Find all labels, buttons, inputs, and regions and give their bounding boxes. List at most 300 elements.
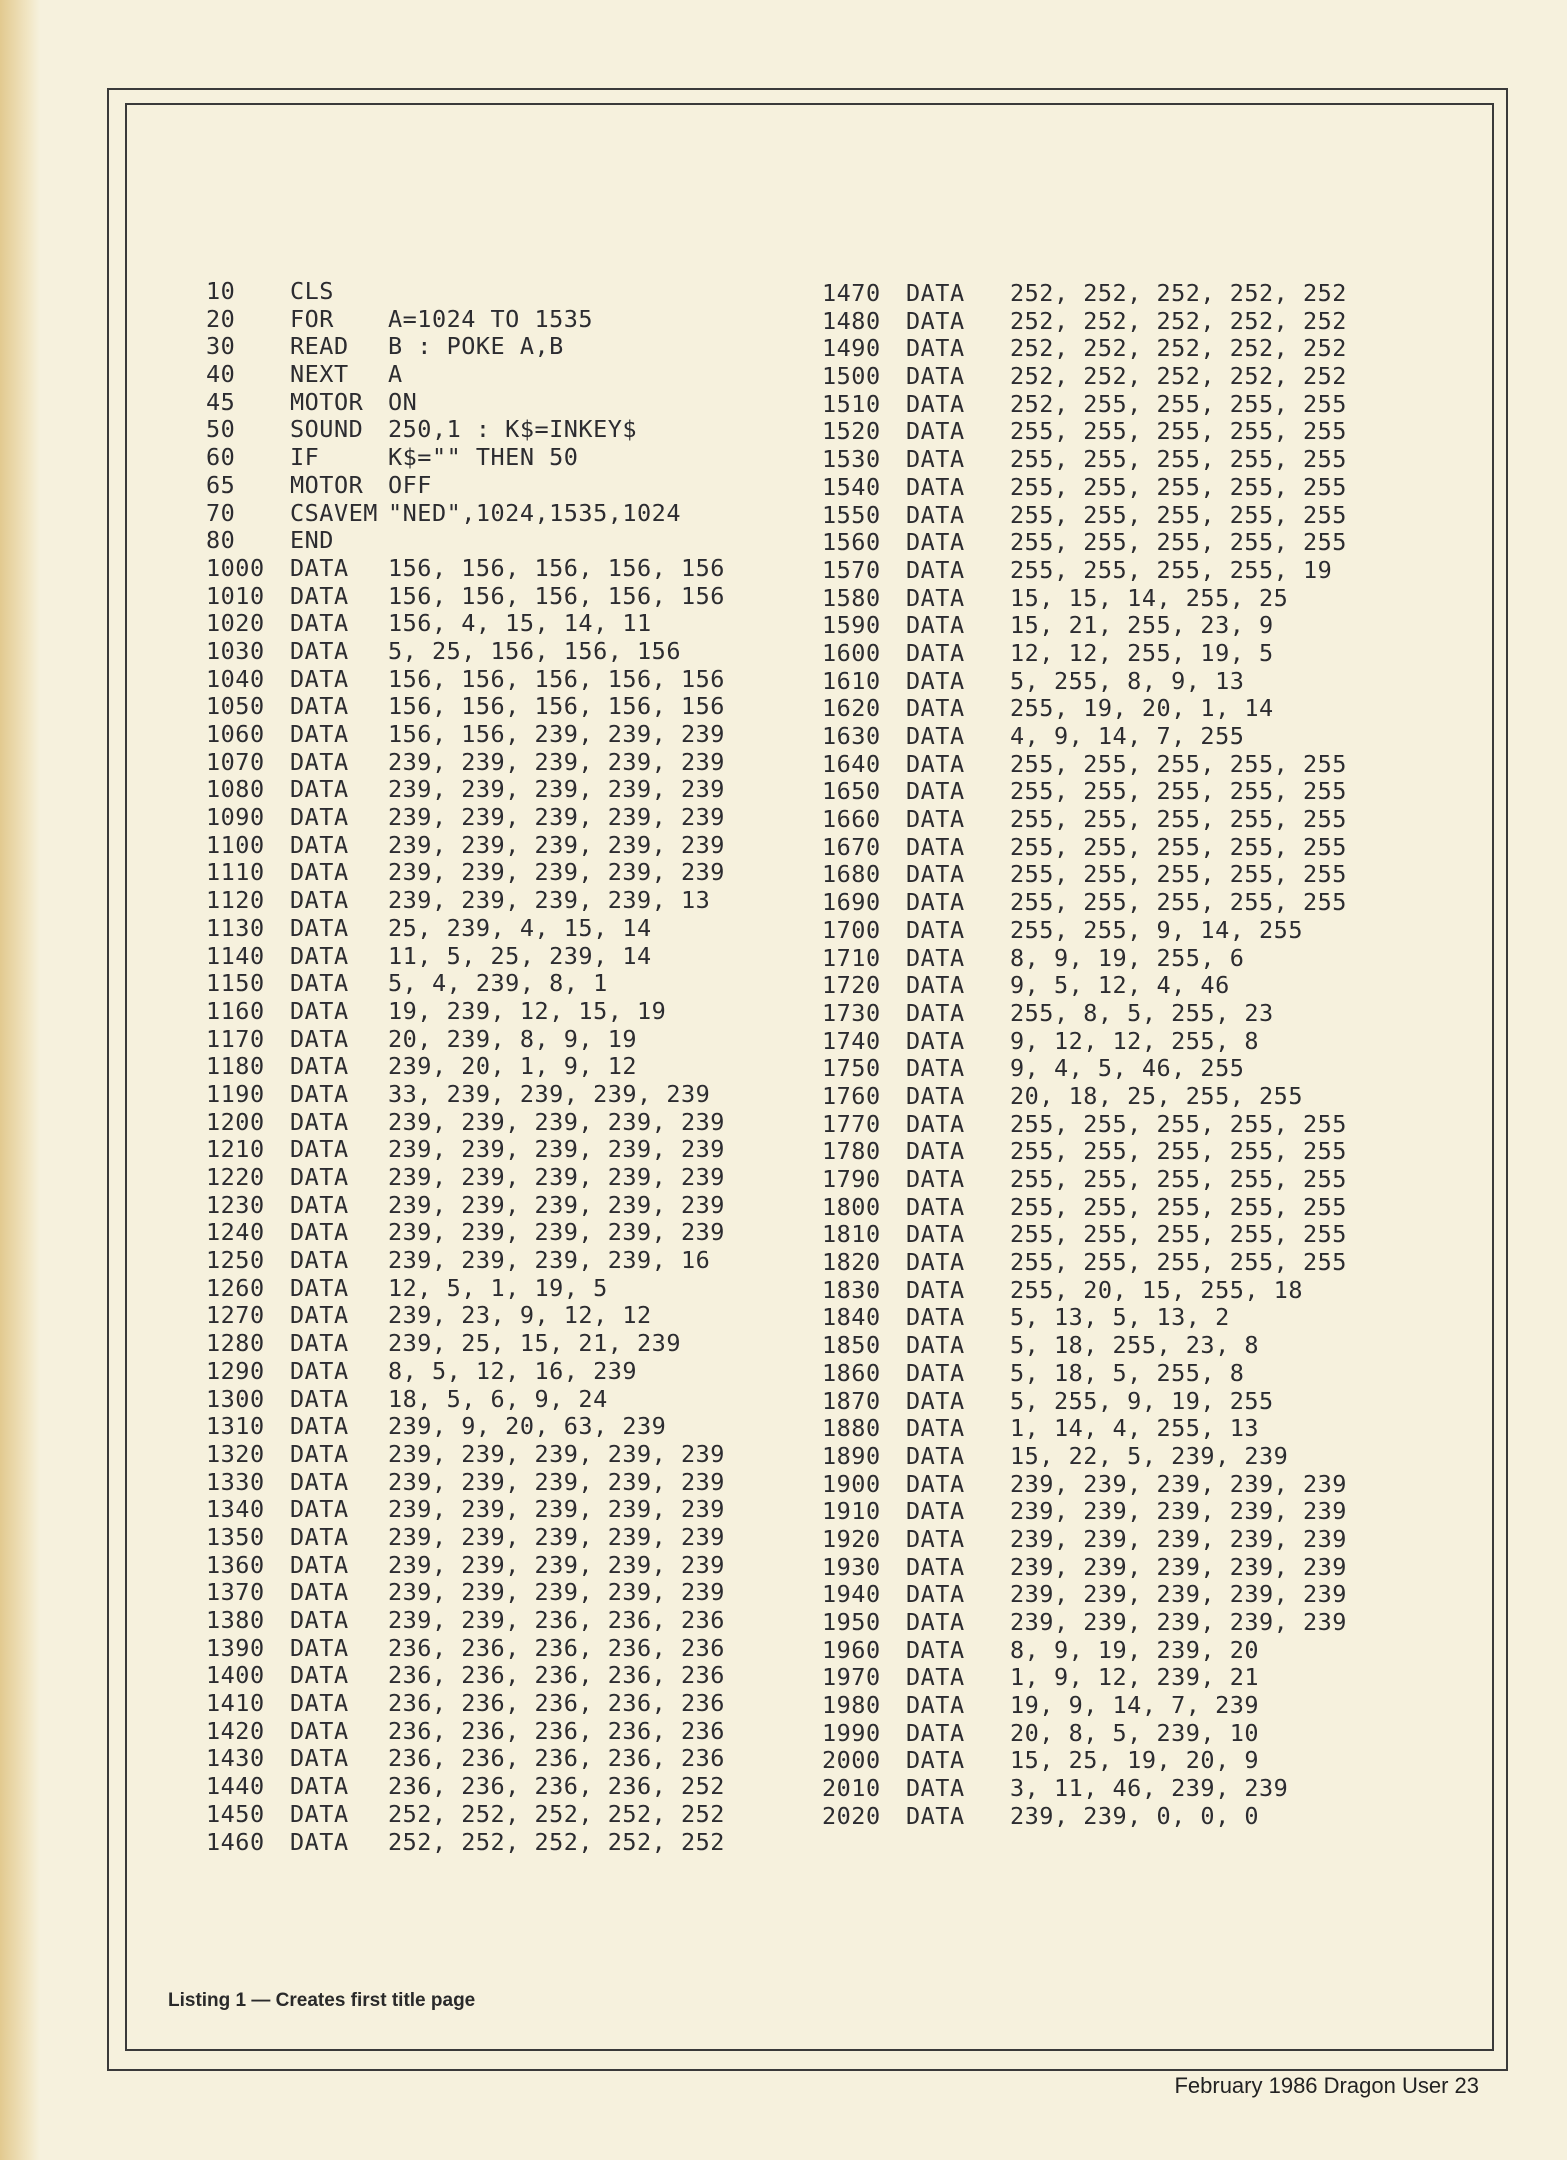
line-arguments: 239, 239, 239, 239, 239 (1010, 1469, 1347, 1498)
line-keyword: DATA (290, 858, 349, 887)
code-line (822, 502, 1347, 530)
line-arguments: 1, 14, 4, 255, 13 (1010, 1414, 1260, 1443)
code-line (822, 1249, 1347, 1277)
line-keyword: DATA (290, 609, 349, 638)
line-number: 1920 (822, 1524, 881, 1553)
line-keyword: DATA (290, 775, 349, 804)
line-arguments: 8, 9, 19, 255, 6 (1010, 943, 1245, 972)
line-keyword: DATA (906, 279, 965, 307)
line-arguments: 252, 252, 252, 252, 252 (1010, 306, 1347, 335)
line-arguments: 255, 255, 9, 14, 255 (1010, 915, 1303, 944)
code-line (822, 1664, 1347, 1692)
line-keyword: DATA (906, 611, 965, 640)
line-number: 65 (206, 470, 236, 499)
line-number: 1580 (822, 583, 881, 612)
code-line (822, 1554, 1347, 1582)
code-line (206, 1635, 725, 1663)
line-keyword: DATA (290, 581, 349, 610)
line-number: 1990 (822, 1718, 881, 1747)
code-line (822, 1692, 1347, 1720)
line-number: 1300 (206, 1384, 265, 1413)
code-line (206, 804, 725, 832)
line-keyword: DATA (906, 1414, 965, 1443)
line-number: 1190 (206, 1079, 265, 1108)
line-arguments: 25, 239, 4, 15, 14 (388, 913, 652, 942)
line-arguments: 19, 9, 14, 7, 239 (1010, 1691, 1260, 1720)
line-keyword: DATA (906, 1801, 965, 1830)
line-arguments: 239, 239, 239, 239, 239 (1010, 1608, 1347, 1636)
line-number: 2010 (822, 1774, 881, 1803)
line-arguments: 255, 255, 255, 255, 255 (1010, 749, 1347, 778)
line-keyword: DATA (906, 1248, 965, 1277)
line-arguments: 255, 255, 255, 255, 19 (1010, 555, 1333, 584)
line-number: 1530 (822, 445, 881, 474)
line-arguments: 252, 252, 252, 252, 252 (1010, 362, 1347, 391)
line-number: 1940 (822, 1580, 881, 1609)
line-arguments: 255, 255, 255, 255, 255 (1010, 832, 1347, 861)
line-number: 1450 (206, 1799, 265, 1828)
line-arguments: 239, 239, 239, 239, 239 (388, 830, 725, 859)
line-keyword: DATA (906, 583, 965, 612)
line-keyword: DATA (290, 1135, 349, 1164)
line-arguments: 239, 239, 239, 239, 239 (388, 1218, 725, 1247)
line-number: 1680 (822, 860, 881, 889)
line-keyword: IF (290, 443, 320, 472)
line-arguments: 236, 236, 236, 236, 252 (388, 1772, 725, 1801)
line-keyword: DATA (290, 1495, 349, 1524)
listing-right-column (822, 280, 1347, 1831)
line-keyword: DATA (906, 1635, 965, 1664)
line-arguments: 20, 18, 25, 255, 255 (1010, 1081, 1303, 1110)
code-line (206, 306, 725, 334)
line-arguments: 255, 255, 255, 255, 255 (1010, 1165, 1347, 1193)
line-keyword: DATA (906, 472, 965, 501)
line-keyword: MOTOR (290, 470, 364, 499)
code-line (822, 612, 1347, 640)
line-arguments: 255, 255, 255, 255, 255 (1010, 417, 1347, 446)
code-line (206, 444, 725, 472)
line-keyword: DATA (906, 832, 965, 861)
code-line (206, 1053, 725, 1081)
line-keyword: DATA (906, 998, 965, 1027)
line-arguments: 252, 252, 252, 252, 252 (1010, 334, 1347, 363)
code-line (206, 1330, 725, 1358)
line-number: 1390 (206, 1633, 265, 1662)
code-line (206, 1413, 725, 1441)
code-line (206, 555, 725, 583)
line-keyword: DATA (906, 1774, 965, 1803)
line-number: 1970 (822, 1663, 881, 1692)
line-keyword: DATA (290, 553, 349, 582)
line-keyword: DATA (906, 1303, 965, 1332)
line-keyword: NEXT (290, 360, 349, 389)
line-number: 1360 (206, 1550, 265, 1579)
line-arguments: 239, 239, 239, 239, 239 (388, 858, 725, 887)
line-keyword: DATA (290, 1606, 349, 1634)
line-keyword: DATA (290, 1522, 349, 1551)
code-line (206, 1524, 725, 1552)
line-arguments: 15, 22, 5, 239, 239 (1010, 1441, 1289, 1470)
line-number: 1960 (822, 1635, 881, 1664)
listing-left-column (206, 278, 725, 1856)
line-keyword: DATA (906, 334, 965, 363)
code-line (822, 917, 1347, 945)
code-line (822, 834, 1347, 862)
line-number: 1900 (822, 1469, 881, 1498)
line-number: 1520 (822, 417, 881, 446)
line-number: 1030 (206, 636, 265, 665)
code-line (206, 887, 725, 915)
code-line (206, 1109, 725, 1137)
line-keyword: DATA (906, 417, 965, 446)
line-keyword: DATA (290, 1716, 349, 1745)
line-arguments: 236, 236, 236, 236, 236 (388, 1744, 725, 1773)
line-number: 1490 (822, 334, 881, 363)
line-number: 1660 (822, 805, 881, 834)
footer-page-number: 23 (1454, 2073, 1479, 2098)
line-arguments: 19, 239, 12, 15, 19 (388, 996, 667, 1025)
line-number: 1630 (822, 722, 881, 750)
line-keyword: DATA (906, 749, 965, 778)
code-line (822, 640, 1347, 668)
code-line (822, 391, 1347, 419)
line-number: 1620 (822, 694, 881, 723)
line-arguments: 9, 5, 12, 4, 46 (1010, 971, 1230, 1000)
code-line (822, 1443, 1347, 1471)
line-number: 1830 (822, 1275, 881, 1304)
line-number: 1860 (822, 1358, 881, 1387)
footer-magazine: Dragon User (1323, 2073, 1449, 2098)
line-keyword: DATA (906, 805, 965, 834)
line-keyword: DATA (906, 362, 965, 391)
code-line (206, 693, 725, 721)
code-line (822, 1083, 1347, 1111)
code-line (822, 1194, 1347, 1222)
line-number: 1170 (206, 1024, 265, 1053)
code-line (206, 1829, 725, 1857)
line-arguments: 239, 239, 239, 239, 16 (388, 1246, 711, 1275)
code-line (206, 1552, 725, 1580)
line-keyword: DATA (906, 860, 965, 889)
code-line (822, 1028, 1347, 1056)
line-keyword: DATA (906, 638, 965, 667)
line-number: 1400 (206, 1661, 265, 1690)
line-arguments: 5, 4, 239, 8, 1 (388, 969, 608, 998)
line-number: 1910 (822, 1497, 881, 1526)
code-line (206, 1773, 725, 1801)
line-arguments: 239, 239, 239, 239, 239 (1010, 1497, 1347, 1526)
line-number: 1460 (206, 1827, 265, 1856)
line-arguments: 15, 21, 255, 23, 9 (1010, 611, 1274, 640)
line-keyword: CLS (290, 277, 334, 305)
line-keyword: DATA (290, 1550, 349, 1579)
line-keyword: DATA (290, 1744, 349, 1773)
line-arguments: 236, 236, 236, 236, 236 (388, 1716, 725, 1745)
line-number: 1710 (822, 943, 881, 972)
line-number: 1880 (822, 1414, 881, 1443)
line-arguments: 5, 255, 9, 19, 255 (1010, 1386, 1274, 1415)
code-line (206, 1690, 725, 1718)
code-line (822, 585, 1347, 613)
line-number: 1410 (206, 1689, 265, 1718)
line-keyword: DATA (906, 1081, 965, 1110)
line-number: 1060 (206, 720, 265, 748)
code-line (206, 1192, 725, 1220)
line-keyword: DATA (290, 692, 349, 721)
code-line (206, 998, 725, 1026)
line-arguments: 3, 11, 46, 239, 239 (1010, 1774, 1289, 1803)
code-line (206, 1496, 725, 1524)
line-number: 50 (206, 415, 236, 444)
line-keyword: DATA (906, 1663, 965, 1692)
code-line (822, 945, 1347, 973)
line-keyword: DATA (290, 1384, 349, 1413)
line-arguments: 252, 252, 252, 252, 252 (1010, 279, 1347, 307)
code-line (206, 1441, 725, 1469)
page-footer (1174, 2073, 1479, 2099)
line-arguments: 255, 255, 255, 255, 255 (1010, 860, 1347, 889)
line-arguments: 255, 255, 255, 255, 255 (1010, 472, 1347, 501)
line-keyword: DATA (290, 886, 349, 915)
code-line (822, 1747, 1347, 1775)
line-number: 1090 (206, 803, 265, 832)
line-arguments: 5, 18, 255, 23, 8 (1010, 1331, 1260, 1360)
line-arguments: 239, 25, 15, 21, 239 (388, 1329, 681, 1358)
code-line (206, 943, 725, 971)
line-arguments: 239, 239, 239, 239, 239 (388, 1135, 725, 1164)
code-line (206, 1247, 725, 1275)
line-number: 1340 (206, 1495, 265, 1524)
code-line (822, 1471, 1347, 1499)
line-arguments: 252, 255, 255, 255, 255 (1010, 389, 1347, 418)
line-arguments: 20, 239, 8, 9, 19 (388, 1024, 638, 1053)
line-number: 1810 (822, 1220, 881, 1249)
line-keyword: DATA (906, 1469, 965, 1498)
page-edge-shadow (0, 0, 40, 2160)
line-arguments: 255, 255, 255, 255, 255 (1010, 500, 1347, 529)
line-arguments: 236, 236, 236, 236, 236 (388, 1689, 725, 1718)
line-number: 1780 (822, 1137, 881, 1166)
code-line (822, 1609, 1347, 1637)
line-number: 1840 (822, 1303, 881, 1332)
code-line (822, 557, 1347, 585)
line-number: 1600 (822, 638, 881, 667)
line-arguments: 239, 239, 239, 239, 239 (388, 1550, 725, 1579)
code-line (206, 278, 725, 306)
line-arguments: 15, 15, 14, 255, 25 (1010, 583, 1289, 612)
line-keyword: DATA (290, 1578, 349, 1607)
line-arguments: 5, 13, 5, 13, 2 (1010, 1303, 1230, 1332)
line-number: 1350 (206, 1522, 265, 1551)
line-arguments: 239, 239, 239, 239, 239 (388, 747, 725, 776)
line-number: 1100 (206, 830, 265, 859)
code-line (206, 1662, 725, 1690)
line-keyword: DATA (290, 913, 349, 942)
line-arguments: 250,1 : K$=INKEY$ (388, 415, 638, 444)
line-arguments: 255, 255, 255, 255, 255 (1010, 888, 1347, 917)
line-keyword: DATA (906, 1524, 965, 1553)
code-line (206, 1302, 725, 1330)
line-number: 1930 (822, 1552, 881, 1581)
line-number: 80 (206, 526, 236, 555)
code-line (206, 1026, 725, 1054)
code-line (822, 1360, 1347, 1388)
line-number: 1320 (206, 1439, 265, 1468)
line-number: 1270 (206, 1301, 265, 1330)
line-number: 1850 (822, 1331, 881, 1360)
line-number: 1420 (206, 1716, 265, 1745)
line-keyword: DATA (290, 1246, 349, 1275)
line-arguments: 12, 5, 1, 19, 5 (388, 1273, 608, 1302)
line-number: 1470 (822, 279, 881, 307)
line-keyword: DATA (290, 1329, 349, 1358)
line-arguments: 20, 8, 5, 239, 10 (1010, 1718, 1260, 1747)
line-keyword: DATA (906, 1331, 965, 1360)
line-keyword: DATA (290, 747, 349, 776)
line-arguments: 255, 255, 255, 255, 255 (1010, 1248, 1347, 1277)
line-number: 2000 (822, 1746, 881, 1775)
line-arguments: 239, 239, 0, 0, 0 (1010, 1801, 1260, 1830)
line-arguments: 255, 255, 255, 255, 255 (1010, 1192, 1347, 1221)
line-number: 1740 (822, 1026, 881, 1055)
line-keyword: DATA (290, 941, 349, 970)
line-number: 1750 (822, 1054, 881, 1083)
line-number: 1560 (822, 528, 881, 557)
line-keyword: DATA (906, 1192, 965, 1221)
line-keyword: DATA (906, 1054, 965, 1083)
code-line (206, 1358, 725, 1386)
code-line (822, 1277, 1347, 1305)
listing-caption: Listing 1 — Creates first title page (168, 1990, 476, 2011)
line-keyword: SOUND (290, 415, 364, 444)
line-arguments: 9, 12, 12, 255, 8 (1010, 1026, 1260, 1055)
line-number: 1540 (822, 472, 881, 501)
line-keyword: DATA (906, 1220, 965, 1249)
code-line (206, 527, 725, 555)
line-arguments: 255, 255, 255, 255, 255 (1010, 445, 1347, 474)
line-arguments: 156, 156, 156, 156, 156 (388, 664, 725, 693)
line-number: 1210 (206, 1135, 265, 1164)
line-number: 1000 (206, 553, 265, 582)
code-line (206, 1386, 725, 1414)
line-keyword: FOR (290, 304, 334, 333)
line-number: 1070 (206, 747, 265, 776)
code-line (822, 1332, 1347, 1360)
line-number: 1430 (206, 1744, 265, 1773)
line-number: 1720 (822, 971, 881, 1000)
code-line (822, 1637, 1347, 1665)
line-keyword: DATA (906, 1746, 965, 1775)
line-arguments: 9, 4, 5, 46, 255 (1010, 1054, 1245, 1083)
line-keyword: DATA (290, 1772, 349, 1801)
line-keyword: DATA (906, 694, 965, 723)
line-number: 1010 (206, 581, 265, 610)
line-keyword: DATA (906, 528, 965, 557)
code-line (206, 721, 725, 749)
line-arguments: ON (388, 387, 418, 416)
code-line (206, 389, 725, 417)
line-arguments: 11, 5, 25, 239, 14 (388, 941, 652, 970)
line-keyword: DATA (906, 1358, 965, 1387)
line-keyword: DATA (906, 1137, 965, 1166)
line-number: 1510 (822, 389, 881, 418)
line-arguments: 239, 239, 239, 239, 239 (388, 1522, 725, 1551)
line-arguments: 156, 4, 15, 14, 11 (388, 609, 652, 638)
line-keyword: DATA (906, 1441, 965, 1470)
line-arguments: 255, 255, 255, 255, 255 (1010, 1220, 1347, 1249)
line-keyword: DATA (290, 1689, 349, 1718)
code-line (822, 1526, 1347, 1554)
line-arguments: 255, 19, 20, 1, 14 (1010, 694, 1274, 723)
line-keyword: END (290, 526, 334, 555)
line-keyword: DATA (290, 1467, 349, 1496)
line-number: 1380 (206, 1606, 265, 1634)
code-line (206, 666, 725, 694)
line-arguments: 5, 18, 5, 255, 8 (1010, 1358, 1245, 1387)
code-line (206, 1219, 725, 1247)
line-number: 1020 (206, 609, 265, 638)
line-number: 1290 (206, 1356, 265, 1385)
line-number: 1980 (822, 1691, 881, 1720)
code-line (822, 363, 1347, 391)
line-arguments: K$="" THEN 50 (388, 443, 579, 472)
line-number: 1690 (822, 888, 881, 917)
line-number: 1160 (206, 996, 265, 1025)
line-arguments: 156, 156, 156, 156, 156 (388, 692, 725, 721)
line-arguments: 255, 255, 255, 255, 255 (1010, 777, 1347, 806)
line-keyword: DATA (906, 500, 965, 529)
line-number: 1220 (206, 1163, 265, 1191)
line-keyword: DATA (290, 1107, 349, 1136)
code-line (822, 280, 1347, 308)
line-keyword: DATA (290, 830, 349, 859)
line-number: 1770 (822, 1109, 881, 1138)
line-keyword: DATA (906, 555, 965, 584)
line-arguments: 239, 239, 239, 239, 239 (1010, 1524, 1347, 1553)
line-arguments: 255, 255, 255, 255, 255 (1010, 805, 1347, 834)
line-arguments: 8, 5, 12, 16, 239 (388, 1356, 638, 1385)
code-line (206, 583, 725, 611)
line-number: 1250 (206, 1246, 265, 1275)
line-keyword: DATA (906, 445, 965, 474)
line-arguments: 156, 156, 156, 156, 156 (388, 553, 725, 582)
line-arguments: 239, 239, 239, 239, 239 (388, 1439, 725, 1468)
line-keyword: DATA (906, 971, 965, 1000)
line-arguments: 252, 252, 252, 252, 252 (388, 1827, 725, 1856)
line-arguments: 239, 9, 20, 63, 239 (388, 1412, 667, 1441)
line-keyword: DATA (290, 1633, 349, 1662)
code-line (206, 1136, 725, 1164)
line-arguments: 236, 236, 236, 236, 236 (388, 1661, 725, 1690)
code-line (822, 1111, 1347, 1139)
line-arguments: 239, 239, 239, 239, 239 (388, 1163, 725, 1191)
line-keyword: DATA (906, 1552, 965, 1581)
line-keyword: DATA (906, 1691, 965, 1720)
line-number: 1760 (822, 1081, 881, 1110)
line-arguments: 255, 255, 255, 255, 255 (1010, 528, 1347, 557)
code-line (206, 832, 725, 860)
code-line (822, 1415, 1347, 1443)
line-number: 1200 (206, 1107, 265, 1136)
line-number: 70 (206, 498, 236, 527)
line-number: 1260 (206, 1273, 265, 1302)
line-number: 1610 (822, 666, 881, 695)
line-keyword: DATA (290, 803, 349, 832)
line-number: 1180 (206, 1052, 265, 1081)
line-arguments: 5, 25, 156, 156, 156 (388, 636, 681, 665)
line-number: 1280 (206, 1329, 265, 1358)
code-line (206, 1164, 725, 1192)
